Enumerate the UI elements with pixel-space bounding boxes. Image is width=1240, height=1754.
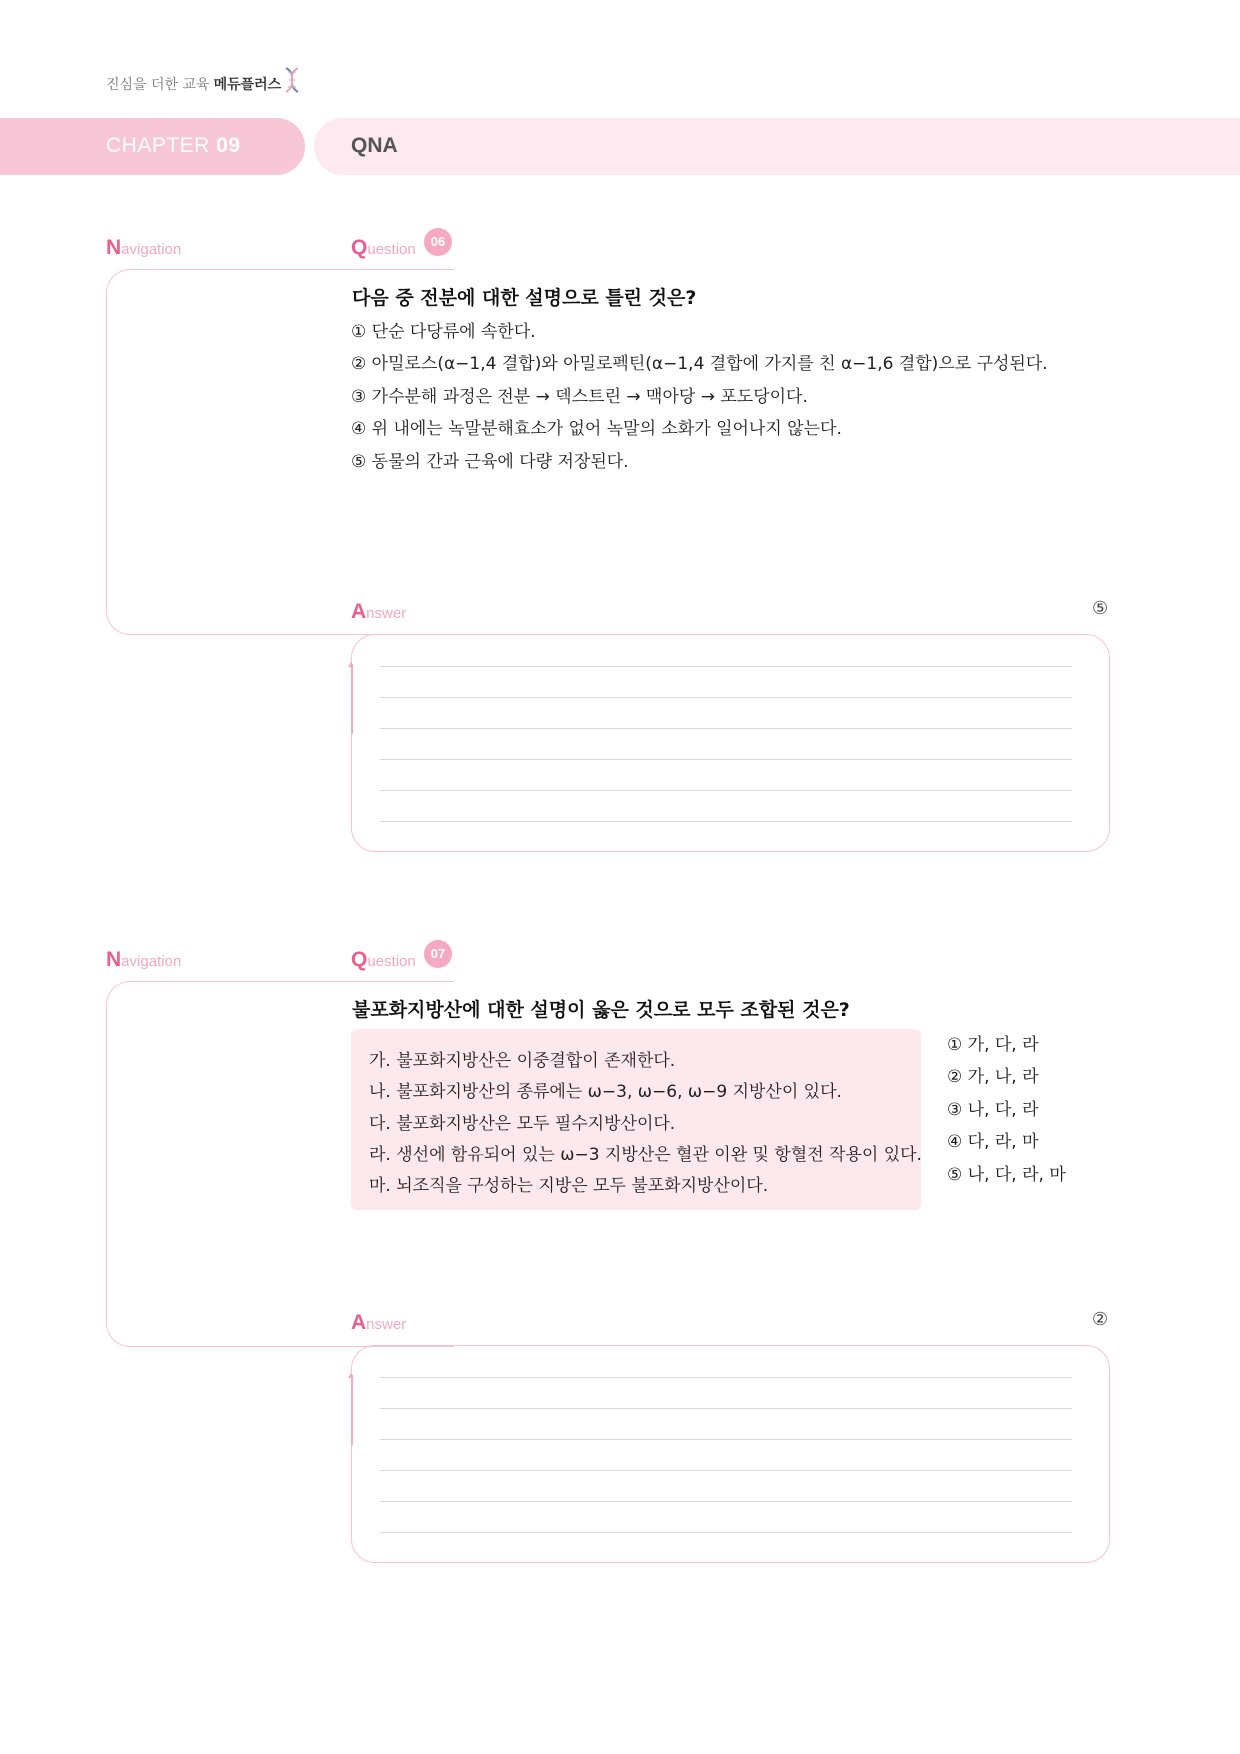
- statement: 다. 불포화지방산은 모두 필수지방산이다.: [369, 1114, 676, 1134]
- option-5: ⑤ 동물의 간과 근육에 다량 저장된다.: [351, 452, 629, 472]
- writing-line: [380, 759, 1072, 760]
- writing-line: [380, 1532, 1072, 1533]
- question-initial: Q: [351, 236, 368, 259]
- writing-line: [380, 1470, 1072, 1471]
- navigation-rest: avigation: [121, 241, 182, 258]
- answer-label: [351, 1311, 406, 1335]
- question-label: [351, 948, 416, 972]
- option-4: ④ 위 내에는 녹말분해효소가 없어 녹말의 소화가 일어나지 않는다.: [351, 419, 842, 439]
- section-header: [314, 118, 1240, 175]
- option-1: ① 단순 다당류에 속한다.: [351, 322, 536, 342]
- brand-slogan: 진심을 더한 교육: [106, 77, 210, 93]
- question-number-badge: 06: [424, 228, 452, 256]
- navigation-label: [106, 948, 181, 972]
- brand-line: [106, 74, 281, 94]
- question-title: 다음 중 전분에 대한 설명으로 틀린 것은?: [352, 287, 697, 309]
- writing-line: [380, 666, 1072, 667]
- section-title: QNA: [351, 134, 398, 157]
- navigation-initial: N: [106, 948, 122, 971]
- option-2: ② 가, 나, 라: [947, 1067, 1039, 1087]
- statement: 마. 뇌조직을 구성하는 지방은 모두 불포화지방산이다.: [369, 1176, 769, 1196]
- answer-arrow-icon: [351, 664, 353, 734]
- option-2: ② 아밀로스(α−1,4 결합)와 아밀로펙틴(α−1,4 결합에 가지를 친 α−1,6 결합)으로 구성된다.: [351, 354, 1048, 374]
- answer-initial: A: [351, 600, 367, 623]
- option-3: ③ 나, 다, 라: [947, 1100, 1039, 1120]
- writing-line: [380, 1501, 1072, 1502]
- answer-arrow-icon: [351, 1375, 353, 1445]
- brand-name: 메듀플러스: [213, 77, 282, 93]
- navigation-rest: avigation: [121, 953, 182, 970]
- writing-line: [380, 1408, 1072, 1409]
- answer-initial: A: [351, 1311, 367, 1334]
- question-label: [351, 236, 416, 260]
- question-number-badge: 07: [424, 940, 452, 968]
- navigation-label: [106, 236, 181, 260]
- answer-rest: nswer: [366, 1316, 407, 1333]
- writing-line: [380, 697, 1072, 698]
- option-5: ⑤ 나, 다, 라, 마: [947, 1165, 1066, 1185]
- writing-line: [380, 728, 1072, 729]
- chapter-number: 09: [216, 134, 241, 157]
- statement: 라. 생선에 함유되어 있는 ω−3 지방산은 혈관 이완 및 항혈전 작용이 있다.: [369, 1145, 922, 1165]
- writing-line: [380, 1377, 1072, 1378]
- writing-line: [380, 790, 1072, 791]
- question-rest: uestion: [367, 241, 416, 258]
- question-rest: uestion: [367, 953, 416, 970]
- statement: 가. 불포화지방산은 이중결합이 존재한다.: [369, 1051, 676, 1071]
- writing-line: [380, 1439, 1072, 1440]
- writing-line: [380, 821, 1072, 822]
- answer-label: [351, 600, 406, 624]
- option-4: ④ 다, 라, 마: [947, 1132, 1039, 1152]
- navigation-initial: N: [106, 236, 122, 259]
- answer-rest: nswer: [366, 605, 407, 622]
- answer-value: ⑤: [1092, 598, 1109, 619]
- question-title: 불포화지방산에 대한 설명이 옳은 것으로 모두 조합된 것은?: [352, 999, 850, 1021]
- option-1: ① 가, 다, 라: [947, 1035, 1039, 1055]
- dna-logo-icon: [281, 66, 303, 94]
- option-3: ③ 가수분해 과정은 전분 → 덱스트린 → 맥아당 → 포도당이다.: [351, 387, 808, 407]
- chapter-header: [0, 118, 305, 175]
- question-initial: Q: [351, 948, 368, 971]
- chapter-label: [106, 134, 241, 158]
- answer-value: ②: [1092, 1309, 1109, 1330]
- statement: 나. 불포화지방산의 종류에는 ω−3, ω−6, ω−9 지방산이 있다.: [369, 1082, 842, 1102]
- chapter-word: CHAPTER: [106, 134, 210, 157]
